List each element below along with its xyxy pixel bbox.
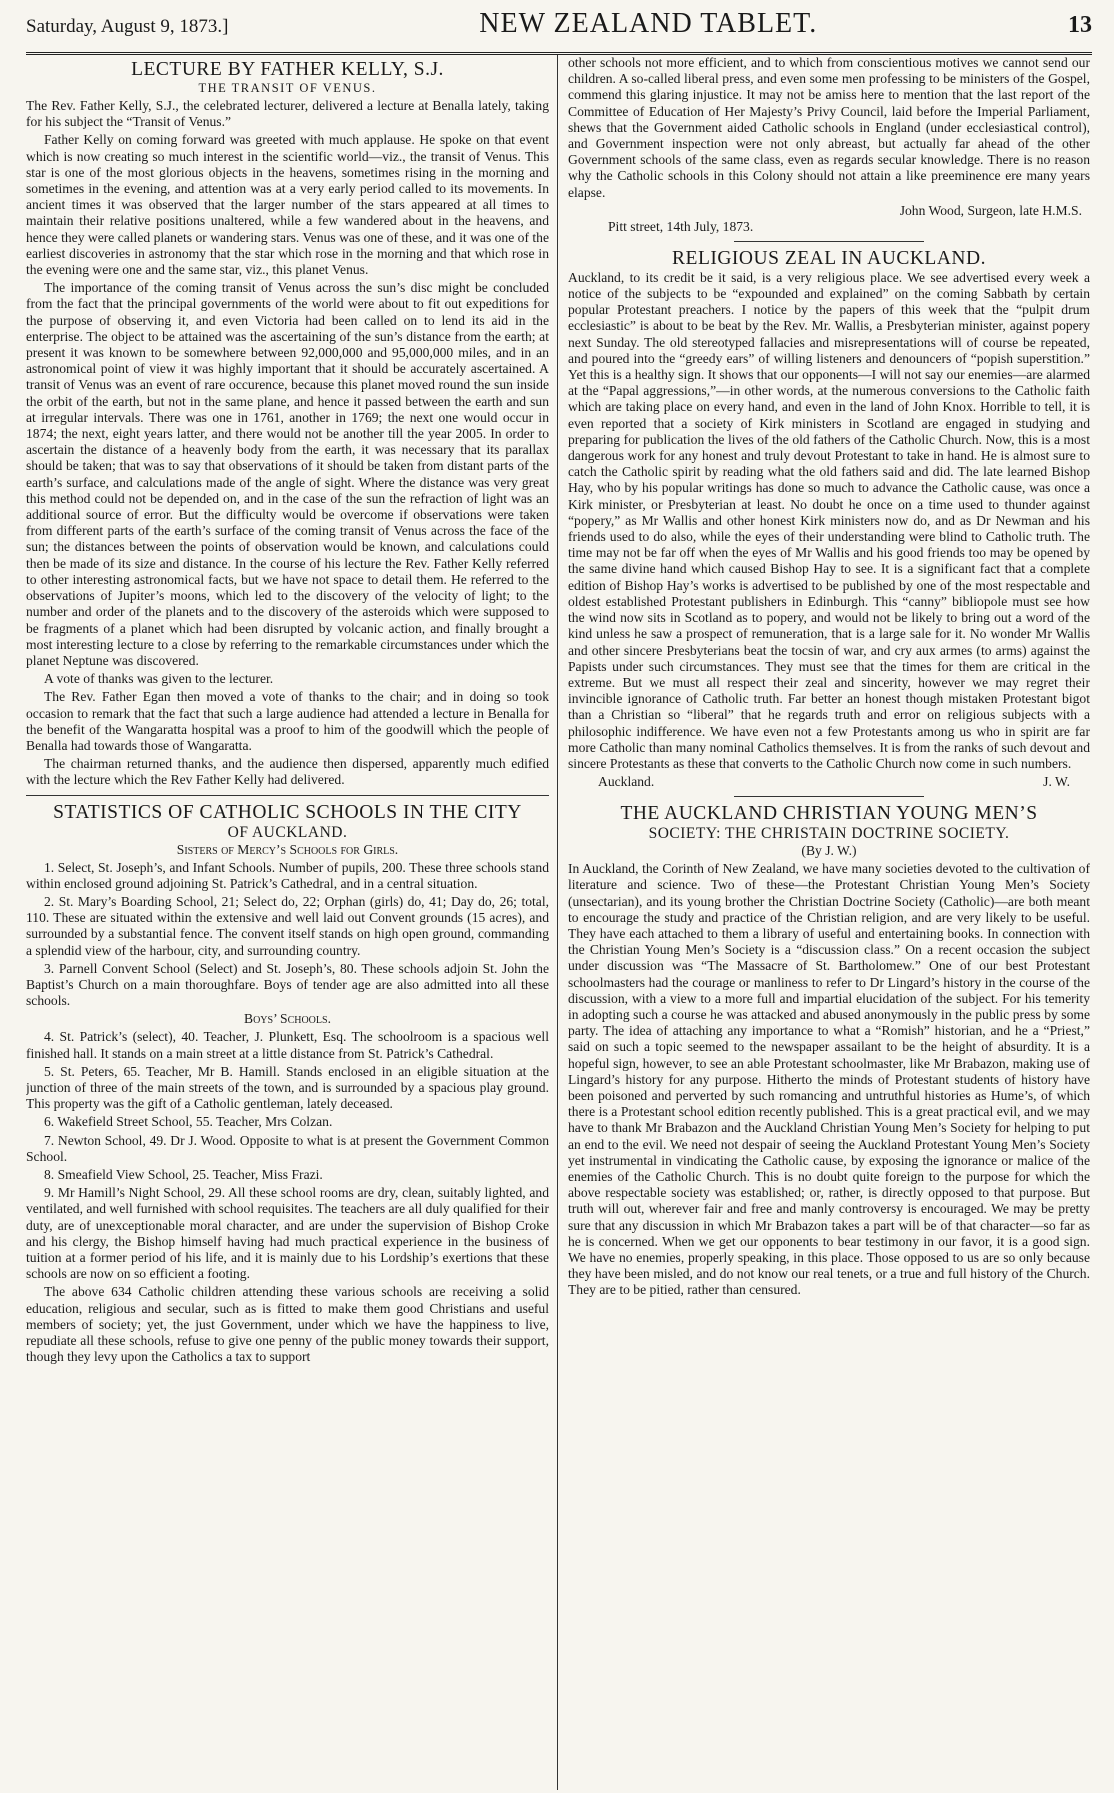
issue-date: Saturday, August 9, 1873.] (26, 16, 229, 37)
zeal-paragraph: Auckland, to its credit be it said, is a very religious place. We see advertised every week a notice of the subjects to be “expounded and explained” on the coming Sabbath by certain popular Protestant preachers. I notice by the papers of this week that the “pulpit drum ecclesiastic” is about to be beat by the Rev. Mr. Wallis, a Presbyterian minister, against popery next Sunday. The old stereotyped fallacies and misrepresentations will of course be repeated, and poured into the “greedy ears” of willing listeners and denouncers of “popish superstition.” Yet this is a healthy sign. It shows that our opponents—I will not say our enemies—are alarmed at the “Papal aggressions,”—in other words, at the numerous conversions to the Catholic faith which are taking place on every hand, and even in the land of John Knox. Horrible to tell, it is even reported that a society of Kirk ministers in Scotland are engaged in studying and preparing for publication the lives of the old fathers of the Catholic Church. Now, this is a most dangerous work for any honest and truly devout Protestant to take in hand. He is almost sure to catch the Catholic spirit by reading what the old fathers said and did. The late learned Bishop Hay, who by his popular writings has done so much to advance the Catholic cause, was once a Kirk minister, or Presbyterian at least. No doubt he once on a time used to thunder against “popery,” as Mr Wallis and other honest Kirk ministers now do, and as Dr Newman and his friends used to do also, while the eyes of their understanding were blind to Catholic truth. The time may not be far off when the eyes of Mr Wallis and his good friends too may be opened by the same divine hand which caused Bishop Hay to see. It is a significant fact that a complete edition of Bishop Hay’s works is advertised to be published by one of the most respectable and oldest established Protestant publishers in Edinburgh. This “canny” bibliopole must see how the wind now sits in Scotland as to popery, and would not be likely to bring out a word of the kind unless he saw a prospect of remuneration, that is a large sale for it. No wonder Mr Wallis and other sincere Presbyterians beat the tocsin of war, and cry aux armes (to arms) against the Papists under such circumstances. They must see that the times for them are critical in the extreme. But we must all respect their zeal and sincerity, however we may regret their invincible ignorance of Catholic truth. Far better an honest though mistaken Protestant bigot than a Christian so “liberal” that he regards truth and error on religious subjects with a philosophic indifference. We have even not a few Protestants among us who in spirit are far more Catholic than many nominal Catholics themselves. It is from the ranks of such devout and sincere Protestants as these that converts to the Catholic Church now come in such numbers. (568, 269, 1090, 771)
lecture-paragraph: The importance of the coming transit of Venus across the sun’s disc might be concluded from the fact that the principal governments of the world were about to fit out expeditions for the purpose of observing it, and even Victoria had been called on to lend its aid in the enterprise. The object to be attained was the ascertaining of the sun’s distance from the earth; at present it was known to be somewhere between 92,000,000 and 95,000,000 miles, and in an astronomical point of view it was highly important that it should be accurately ascertained. A transit of Venus was an event of rare occurence, because this planet moved round the sun inside the orbit of the earth, but not in the same plane, and hence it passed between the earth and sun at irregular intervals. There was one in 1761, another in 1769; the next one would occur in 1874; the next, eight years latter, and there would not be another till the year 2005. In order to ascertain the distance of a heavenly body from the earth, it was necessary that its parallax should be taken; that was to say that observations of it should be taken from distant parts of the earth’s surface, and calculations made of the angle of sight. Where the distance was very great this method could not be depended on, and in the case of the sun the refraction of light was an additional source of error. But the difficulty would be overcome if observations were taken from different parts of the earth’s surface of the coming transit of Venus across the face of the sun; the distances between the points of observation would be known, and calculations could then be made of its size and distance. In the course of his lecture the Rev. Father Kelly referred to other interesting astronomical facts, but we have not space to detail them. He referred to the observations of Jupiter’s moons, which led to the discovery of the velocity of light; to the number and order of the planets and to the discovery of the asteroids which were supposed to be fragments of a planet which had been disrupted by volcanic action, and finally brought a most interesting lecture to a close by referring to the remarkable circumstances under which the planet Neptune was discovered. (26, 280, 549, 668)
left-column (26, 55, 558, 1790)
zeal-heading: RELIGIOUS ZEAL IN AUCKLAND. (672, 247, 986, 269)
society-heading-line2: SOCIETY: THE CHRISTAIN DOCTRINE SOCIETY. (648, 825, 1010, 843)
section-divider (734, 796, 924, 797)
section-divider (734, 241, 924, 242)
columns (26, 55, 1092, 1790)
letter-dateline: Pitt street, 14th July, 1873. (608, 218, 754, 234)
statistics-heading: STATISTICS OF CATHOLIC SCHOOLS IN THE CITY (53, 801, 522, 823)
page-number: 13 (1067, 12, 1092, 38)
school-entry: 1. Select, St. Joseph’s, and Infant Schools. Number of pupils, 200. These three schools stand within enclosed ground adjoining St. Patrick’s Cathedral, and in a central situation. (26, 859, 549, 891)
newspaper-title: NEW ZEALAND TABLET. (479, 8, 818, 39)
school-entry: 7. Newton School, 49. Dr J. Wood. Opposite to what is at present the Government Common School. (26, 1132, 549, 1164)
signature-initials: J. W. (1043, 774, 1070, 790)
girls-schools-heading: Sisters of Mercy’s Schools for Girls. (176, 841, 399, 857)
boys-schools-heading: Boys’ Schools. (244, 1011, 331, 1027)
section-divider (26, 795, 549, 796)
statistics-closing: The above 634 Catholic children attending these various schools are receiving a solid education, religious and secular, such as is fitted to make them good Christians and useful members of society; yet, the just Government, under which we have the happiness to live, repudiate all these schools, refuse to give one penny of the public money towards their support, though they levy upon the Catholics a tax to support (26, 1284, 549, 1365)
school-entry: 6. Wakefield Street School, 55. Teacher, Mrs Colzan. (44, 1114, 333, 1130)
school-entry: 4. St. Patrick’s (select), 40. Teacher, J. Plunkett, Esq. The schoolroom is a spacious well finished hall. It stands on a main street at a little distance from St. Patrick’s Cathedral. (26, 1029, 549, 1061)
school-entry: 2. St. Mary’s Boarding School, 21; Select do, 22; Orphan (girls) do, 41; Day do, 26; total, 110. These are situated within the extensive and well laid out Convent grounds (15 acres), and surrounded by a substantial fence. The convent itself stands on high open ground, commanding a splendid view of the harbour, city, and surrounding country. (26, 893, 549, 958)
lecture-paragraph: The Rev. Father Egan then moved a vote of thanks to the chair; and in doing so took occasion to remark that the fact that such a large audience had attended a lecture in Benalla for the benefit of the Wangaratta hospital was a proof to him of the goodwill which the people of Benalla had towards those of Wangaratta. (26, 689, 549, 753)
society-paragraph: In Auckland, the Corinth of New Zealand, we have many societies devoted to the cultivation of literature and science. Two of these—the Protestant Christian Young Men’s Society (unsectarian), and its young brother the Christian Doctrine Society (Catholic)—are both meant to encourage the study and practice of the Christian religion, and are very likely to be useful. They have each attached to them a library of useful and entertaining books. In connection with the Christian Young Men’s Society is a “discussion class.” On a recent occasion the subject under discussion was “The Massacre of St. Bartholomew.” One of our best Protestant schoolmasters had the courage or manliness to refer to Dr Lingard’s history in the course of the discussion, with a view to a more full and impartial elucidation of the subject. For his temerity in adopting such a course he was attacked and abused anonymously in the public press by some party. The idea of attaching any importance to what a “Romish” historian, and he a “Priest,” said on such a topic seemed to the newspaper assailant to be the height of absurdity. It is a hopeful sign, however, to see an able Protestant schoolmaster, like Mr Brabazon, making use of Lingard’s history for any purpose. Hitherto the minds of Protestant students of history have been poisoned and perverted by such romancing and untruthful histories as Hume’s, of which there is a Protestant school edition recently published. This is a great practical evil, and we may have to thank Mr Brabazon and the Auckland Christian Young Men’s Society for helping to put an end to the evil. We need not despair of seeing the Auckland Protestant Young Men’s Society yet instrumental in vindicating the Catholic cause, by exposing the ignorance or malice of the enemies of the Catholic Church. This is no doubt quite foreign to the purpose for which the above respectable society was established; or, rather, is directly opposed to that purpose. But truth will out, wherever fair and free and manly controversy is encouraged. We may be pretty sure that any discussion in which Mr Brabazon takes a part will be of that character—so far as he is concerned. When we get our opponents to bear testimony in our favor, it is a good sign. We have no enemies, properly speaking, in this place. Those opposed to us are so only because they have been misled, and do not know our real tenets, or a true and full history of the Church. They are to be pitied, rather than censured. (568, 861, 1090, 1298)
zeal-signature (568, 774, 1090, 790)
lecture-paragraph: The chairman returned thanks, and the audience then dispersed, apparently much edified with the lecture which the Rev Father Kelly had delivered. (26, 756, 549, 788)
right-column (558, 55, 1090, 1790)
lecture-paragraph: Father Kelly on coming forward was greeted with much applause. He spoke on that event which is now creating so much interest in the scientific world—viz., the transit of Venus. This star is one of the most glorious objects in the heavens, sometimes rising in the morning and sometimes in the evening, and attention was at a very early period called to its movements. In ancient times it was observed that the larger number of the stars appeared at all times to maintain their relative positions unaltered, while a few wandered about in the heavens, and hence they were called planets or wandering stars. Venus was one of these, and it was one of the earliest discoveries in astronomy that the star which rose in the morning and that which rose in the evening were one and the same star, viz., this planet Venus. (26, 132, 549, 278)
signature-place: Auckland. (598, 774, 655, 790)
society-heading: THE AUCKLAND CHRISTIAN YOUNG MEN’S (620, 803, 1038, 825)
lecture-paragraph: A vote of thanks was given to the lecturer. (44, 671, 274, 687)
society-byline: (By J. W.) (801, 843, 857, 859)
school-entry: 8. Smeafield View School, 25. Teacher, Miss Frazi. (44, 1166, 323, 1182)
letter-signature: John Wood, Surgeon, late H.M.S. (899, 202, 1082, 218)
lecture-subheading: THE TRANSIT OF VENUS. (198, 81, 377, 95)
lecture-paragraph: The Rev. Father Kelly, S.J., the celebrated lecturer, delivered a lecture at Benalla lately, taking for his subject the “Transit of Venus.” (26, 98, 549, 130)
school-entry: 3. Parnell Convent School (Select) and St. Joseph’s, 80. These schools adjoin St. John the Baptist’s Church on a main thoroughfare. Boys of tender age are also admitted into all these schools. (26, 960, 549, 1009)
school-entry: 9. Mr Hamill’s Night School, 29. All these school rooms are dry, clean, suitably lighted, and ventilated, and well furnished with school requisites. The teachers are all duly qualified for their duty, are of unexceptionable moral character, and are under the supervision of Bishop Croke and his clergy, the Bishop himself having had much practical experience in the business of tuition at a former period of his life, and it is mainly due to his Lordship’s exertions that these schools are now on so efficient a footing. (26, 1185, 549, 1282)
school-entry: 5. St. Peters, 65. Teacher, Mr B. Hamill. Stands enclosed in an eligible situation at the junction of three of the main streets of the town, and is surrounded by a spacious play ground. This property was the gift of a Catholic gentleman, lately deceased. (26, 1063, 549, 1112)
statistics-heading-line2: OF AUCKLAND. (227, 823, 348, 841)
continuation-paragraph: other schools not more efficient, and to which from conscientious motives we cannot send our children. A so-called liberal press, and even some men professing to be ministers of the Gospel, commend this glaring injustice. It may not be amiss here to mention that the last report of the Committee of Education of Her Majesty’s Privy Council, laid before the Imperial Parliament, shews that the Government aided Catholic schools in England (under ecclesiastical control), and Government inspection were not only abreast, but actually far ahead of the other Government schools of the same class, even as regards secular knowledge. There is no reason why the Catholic schools in this Colony should not attain a like preeminence ere many years elapse. (568, 55, 1090, 200)
masthead (26, 8, 1092, 55)
lecture-heading: LECTURE BY FATHER KELLY, S.J. (131, 59, 444, 80)
